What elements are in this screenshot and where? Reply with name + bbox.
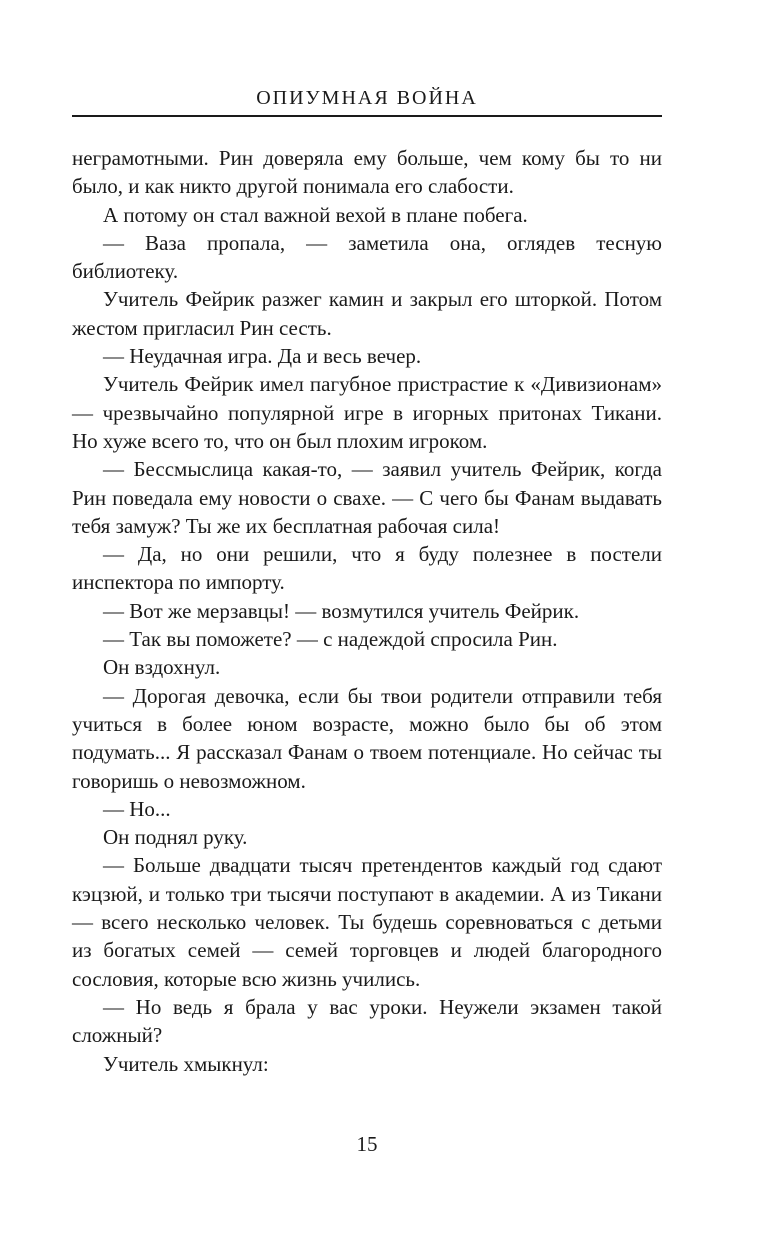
paragraph: — Но... <box>103 796 171 821</box>
paragraph: Учитель Фейрик имел пагубное пристрастие к «Дивизионам» — чрезвычайно популярной игре в игорных притонах Тикани. Но хуже всего то, что он был плохим игроком. <box>72 372 662 453</box>
page-number: 15 <box>356 1132 378 1156</box>
paragraph: — Бессмыслица какая-то, — заявил учитель Фейрик, когда Рин поведала ему новости о свахе. — С чего бы Фанам выдавать тебя замуж? Ты же их бесплатная рабочая сила! <box>72 457 662 538</box>
paragraph: — Так вы поможете? — с надеждой спросила Рин. <box>103 627 558 652</box>
paragraph: — Неудачная игра. Да и весь вечер. <box>103 344 422 369</box>
paragraph: — Ваза пропала, — заметила она, оглядев тесную библиотеку. <box>72 230 662 284</box>
paragraph: — Дорогая девочка, если бы твои родители отправили тебя учиться в более юном возрасте, можно было бы об этом подумать... Я рассказал Фанам о твоем потенциале. Но сейчас ты говоришь о невозможном. <box>72 683 662 793</box>
paragraph: — Да, но они решили, что я буду полезнее в постели инспектора по импорту. <box>72 542 662 595</box>
header-rule <box>72 115 662 117</box>
paragraph: — Но ведь я брала у вас уроки. Неужели экзамен такой сложный? <box>72 994 662 1048</box>
paragraph: Он поднял руку. <box>103 825 248 850</box>
paragraph: — Вот же мерзавцы! — возмутился учитель Фейрик. <box>103 598 580 623</box>
paragraph: Учитель Фейрик разжег камин и закрыл его шторкой. Потом жестом пригласил Рин сесть. <box>72 287 662 340</box>
paragraph: — Больше двадцати тысяч претендентов каждый год сдают кэцзюй, и только три тысячи поступают в академии. А из Тикани — всего несколько человек. Ты будешь соревноваться с детьми из богатых семей — семей торговцев и людей благородного сословия, которые всю жизнь учились. <box>72 853 662 991</box>
paragraph: неграмотными. Рин доверяла ему больше, чем кому бы то ни было, и как никто другой понимала его слабости. <box>72 146 662 199</box>
paragraph: Он вздохнул. <box>103 655 221 680</box>
paragraph: А потому он стал важной вехой в плане побега. <box>103 202 528 227</box>
body-text <box>72 144 662 1078</box>
running-title: ОПИУМНАЯ ВОЙНА <box>256 87 478 109</box>
paragraph: Учитель хмыкнул: <box>103 1051 269 1076</box>
